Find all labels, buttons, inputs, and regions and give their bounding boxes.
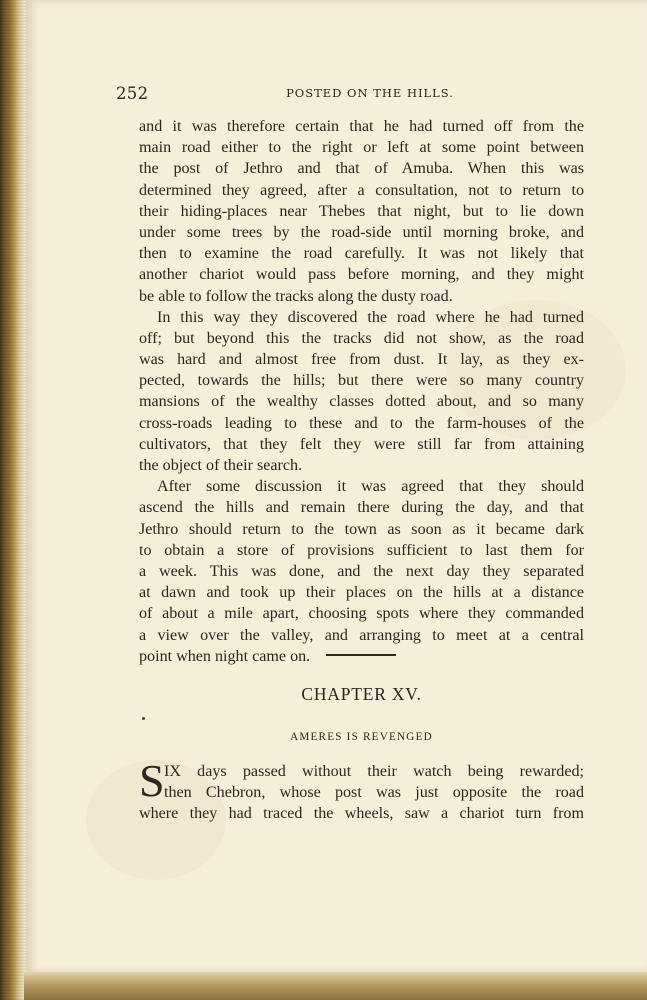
text-line: ascend the hills and remain there during the day, and that [139, 499, 584, 517]
text-line: another chariot would pass before morning, and they might [139, 266, 584, 284]
text-line: determined they agreed, after a consultation, not to return to [139, 181, 584, 199]
page-number: 252 [116, 84, 149, 103]
text-line: off; but beyond this the tracks did not show, as the road [139, 329, 584, 347]
book-spine [0, 0, 26, 1000]
text-line: mansions of the wealthy classes dotted about, and so many [139, 393, 584, 411]
text-line: a view over the valley, and arranging to meet at a central [139, 626, 584, 644]
text-line: a week. This was done, and the next day they separated [139, 562, 584, 580]
text-line: at dawn and took up their places on the hills at a distance [139, 584, 584, 602]
text-line: was hard and almost free from dust. It lay, as they ex- [139, 351, 584, 369]
chapter-text [139, 755, 584, 825]
text-line: of about a mile apart, choosing spots where they commanded [139, 605, 584, 623]
text-line: In this way they discovered the road where he had turned [157, 308, 584, 326]
text-line: cultivators, that they felt they were still far from attaining [139, 435, 584, 453]
text-line: be able to follow the tracks along the dusty road. [139, 287, 453, 305]
text-line: their hiding-places near Thebes that night, but to lie down [139, 202, 584, 220]
text-line: the object of their search. [139, 457, 303, 474]
text-line: to obtain a store of provisions sufficient to last them for [139, 541, 584, 559]
text-line: then to examine the road carefully. It was not likely that [139, 245, 584, 263]
text-line: under some trees by the road-side until morning broke, and [139, 223, 584, 241]
chapter-subtitle: AMERES IS REVENGED [290, 731, 433, 743]
text-line: cross-roads leading to these and to the farm-houses of the [139, 414, 584, 432]
body-text [139, 116, 584, 667]
ink-speck [142, 717, 145, 720]
text-line: Jethro should return to the town as soon as it became dark [139, 520, 584, 538]
text-line: pected, towards the hills; but there were so many country [139, 372, 584, 390]
section-divider [326, 654, 396, 656]
text-line: IX days passed without their watch being rewarded; [164, 763, 584, 780]
text-line: and it was therefore certain that he had turned off from the [139, 118, 584, 135]
text-line: where they had traced the wheels, saw a chariot turn from [139, 805, 584, 823]
drop-cap: S [139, 755, 165, 806]
text-line: the post of Jethro and that of Amuba. When this was [139, 160, 584, 178]
text-line: point when night came on. [139, 647, 311, 665]
page-header [116, 84, 584, 104]
text-line: then Chebron, whose post was just opposite the road [164, 784, 584, 802]
page-edge [24, 972, 647, 1000]
running-head: POSTED ON THE HILLS. [286, 86, 454, 100]
text-line: main road either to the right or left at some point between [139, 139, 584, 157]
text-line: After some discussion it was agreed that they should [157, 478, 584, 496]
chapter-title: CHAPTER XV. [301, 684, 422, 704]
